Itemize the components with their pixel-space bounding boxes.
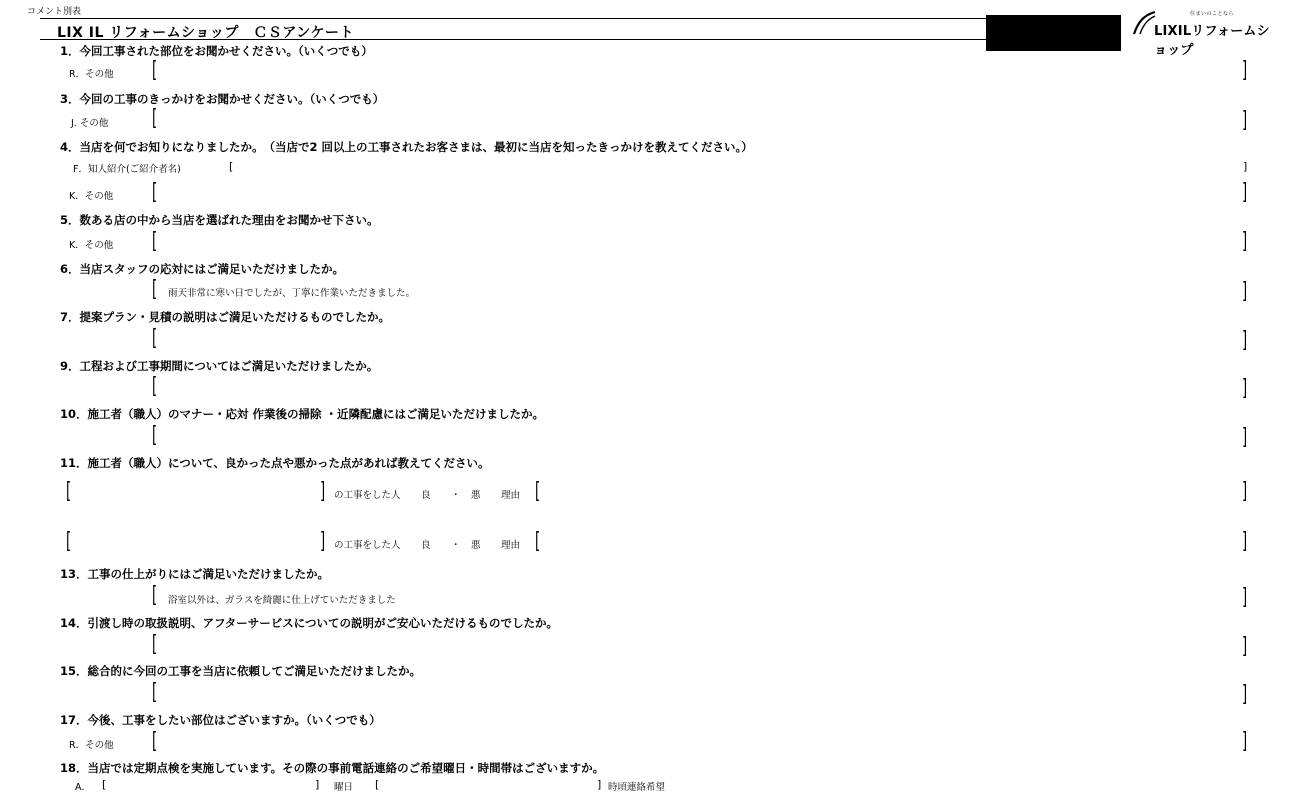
- question-11: 11．施工者（職人）について、良かった点や悪かった点があれば教えてください。: [60, 456, 490, 470]
- q18-day-label: 曜日: [334, 782, 354, 793]
- q4-bracket-close: ]: [1242, 180, 1248, 205]
- lixil-logo: [1132, 8, 1282, 58]
- q4-referrer-bracket-open: [: [229, 160, 234, 173]
- q15-bracket-open: [: [152, 680, 158, 705]
- q18-day-bracket-close: ]: [315, 778, 320, 791]
- q11-row1-bad: 悪: [471, 490, 481, 501]
- q5-bracket-open: [: [152, 229, 158, 254]
- q7-bracket-close: ]: [1242, 328, 1248, 353]
- q11-row1-trade-bracket-close: ]: [320, 479, 326, 504]
- q3-bracket-open: [: [152, 106, 158, 131]
- q11-row2-good: 良: [421, 540, 431, 551]
- q5-option-k: K．その他: [69, 240, 114, 251]
- q14-bracket-close: ]: [1242, 634, 1248, 659]
- question-1: 1．今回工事された部位をお聞かせください。（いくつでも）: [60, 44, 373, 58]
- q11-row2-reason-bracket-open: [: [535, 529, 541, 554]
- q11-row2-trade-bracket-close: ]: [320, 529, 326, 554]
- q14-bracket-open: [: [152, 632, 158, 657]
- q18-option-a: A．: [75, 782, 91, 793]
- q11-row2-reason: 理由: [501, 540, 521, 551]
- q4-option-f: F．知人紹介(ご紹介者名): [73, 164, 181, 175]
- q6-bracket-close: ]: [1242, 279, 1248, 304]
- q4-bracket-open: [: [152, 180, 158, 205]
- question-15: 15．総合的に今回の工事を当店に依頼してご満足いただけましたか。: [60, 664, 421, 678]
- title-divider: [40, 39, 1120, 40]
- q17-option-r: R．その他: [69, 740, 114, 751]
- question-5: 5．数ある店の中から当店を選ばれた理由をお聞かせ下さい。: [60, 213, 379, 227]
- q3-bracket-close: ]: [1242, 108, 1248, 133]
- q3-option-j: J. その他: [71, 118, 109, 129]
- question-3: 3．今回の工事のきっかけをお聞かせください。（いくつでも）: [60, 92, 385, 106]
- top-divider: [40, 18, 990, 19]
- q6-bracket-open: [: [152, 277, 158, 302]
- q18-time-bracket-close: ]: [597, 778, 602, 791]
- q1-bracket-close: ]: [1242, 58, 1248, 83]
- q4-referrer-bracket-close: ]: [1243, 160, 1248, 173]
- question-17: 17．今後、工事をしたい部位はございますか。（いくつでも）: [60, 713, 381, 727]
- q13-bracket-close: ]: [1242, 585, 1248, 610]
- q11-row2-dot: ・: [451, 540, 461, 551]
- logo-tagline: 住まいのことなら: [1190, 11, 1235, 17]
- q10-bracket-close: ]: [1242, 425, 1248, 450]
- logo-brand: LIXILリフォームショップ: [1154, 24, 1270, 58]
- q13-bracket-open: [: [152, 583, 158, 608]
- page-title: LIX IL リフォームショップ ＣＳアンケート: [57, 25, 354, 41]
- q11-row2-trade-bracket-open: [: [66, 529, 72, 554]
- q11-row1-good: 良: [421, 490, 431, 501]
- swoosh-icon: [1132, 10, 1156, 36]
- question-6: 6．当店スタッフの応対にはご満足いただけましたか。: [60, 262, 344, 276]
- question-9: 9．工程および工事期間についてはご満足いただけましたか。: [60, 359, 379, 373]
- q5-bracket-close: ]: [1242, 229, 1248, 254]
- q11-row1-reason: 理由: [501, 490, 521, 501]
- q4-option-k: K．その他: [69, 191, 114, 202]
- q17-bracket-open: [: [152, 729, 158, 754]
- q1-option-r: R．その他: [69, 69, 114, 80]
- question-18: 18．当店では定期点検を実施しています。その際の事前電話連絡のご希望曜日・時間帯はございますか。: [60, 761, 605, 775]
- question-14: 14．引渡し時の取扱説明、アフターサービスについての説明がご安心いただけるものでしたか。: [60, 616, 558, 630]
- q11-row2-reason-bracket-close: ]: [1242, 529, 1248, 554]
- q11-row1-label: の工事をした人: [334, 490, 401, 501]
- q18-day-bracket-open: [: [102, 778, 107, 791]
- q13-answer: 浴室以外は、ガラスを綺麗に仕上げていただきました: [168, 595, 396, 606]
- q18-time-label: 時頃連絡希望: [608, 782, 666, 793]
- redaction-block: [986, 15, 1121, 51]
- q11-row2-bad: 悪: [471, 540, 481, 551]
- sheet-caption: コメント別表: [27, 7, 82, 17]
- q10-bracket-open: [: [152, 423, 158, 448]
- q11-row1-reason-bracket-open: [: [535, 479, 541, 504]
- q18-time-bracket-open: [: [375, 778, 380, 791]
- q17-bracket-close: ]: [1242, 729, 1248, 754]
- q1-bracket-open: [: [152, 58, 158, 83]
- q9-bracket-open: [: [152, 374, 158, 399]
- q11-row2-label: の工事をした人: [334, 540, 401, 551]
- q15-bracket-close: ]: [1242, 682, 1248, 707]
- question-10: 10．施工者（職人）のマナー・応対 作業後の掃除 ・近隣配慮にはご満足いただけましたか。: [60, 407, 545, 421]
- q11-row1-dot: ・: [451, 490, 461, 501]
- q7-bracket-open: [: [152, 326, 158, 351]
- q9-bracket-close: ]: [1242, 376, 1248, 401]
- question-13: 13．工事の仕上がりにはご満足いただけましたか。: [60, 567, 330, 581]
- q11-row1-trade-bracket-open: [: [66, 479, 72, 504]
- q11-row1-reason-bracket-close: ]: [1242, 479, 1248, 504]
- q6-answer: 雨天非常に寒い日でしたが、丁寧に作業いただきました。: [168, 288, 416, 299]
- question-7: 7．提案プラン・見積の説明はご満足いただけるものでしたか。: [60, 310, 390, 324]
- question-4: 4．当店を何でお知りになりましたか。 （当店で2 回以上の工事されたお客さまは、最初に当店を知ったきっかけを教えてください。）: [60, 140, 753, 154]
